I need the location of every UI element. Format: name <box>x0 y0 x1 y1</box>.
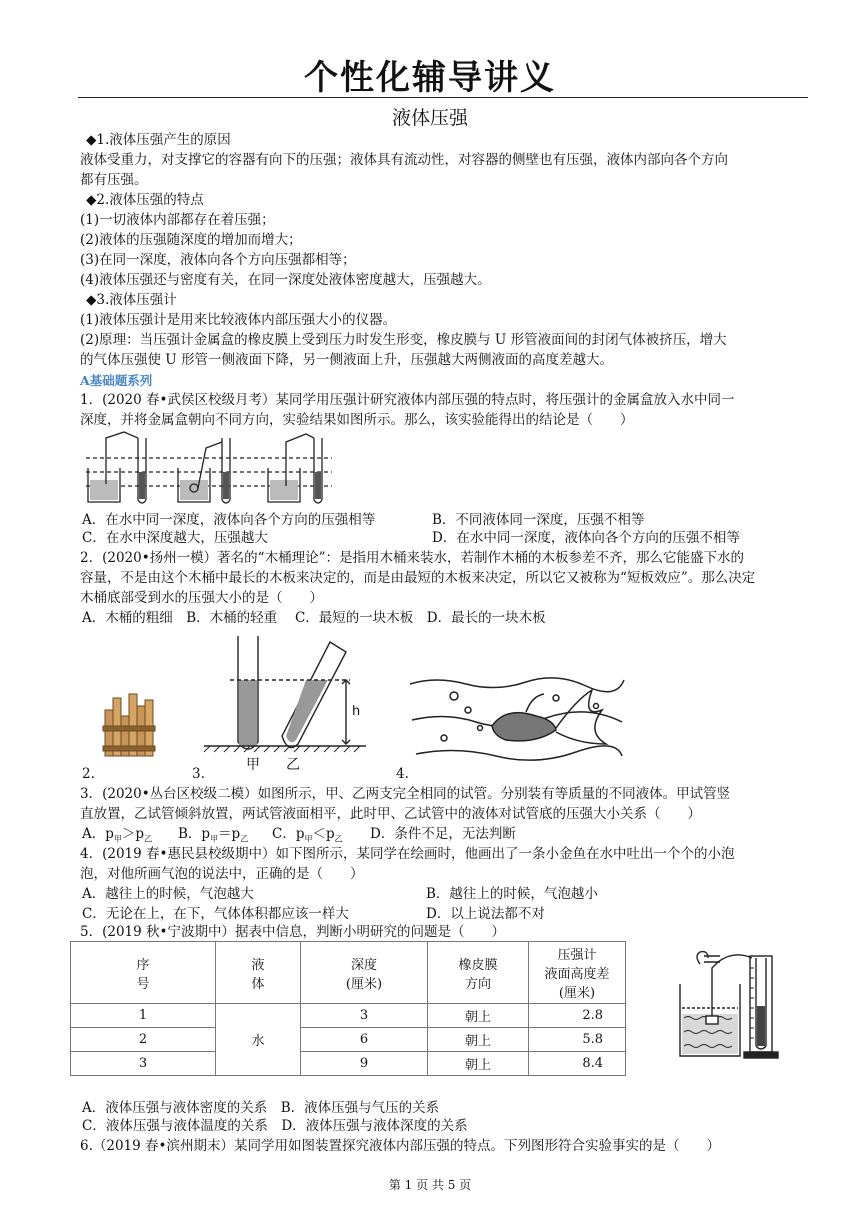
section-heading: ◆1.液体压强产生的原因 <box>86 132 231 148</box>
option-d: D．条件不足，无法判断 <box>370 826 516 842</box>
question-line: 2．(2020•扬州一模）著名的“木桶理论”：是指用木桶来装水，若制作木桶的木板参差不齐，那么它能盛下水的 <box>80 550 744 566</box>
option-c: C．无论在上，在下，气体体积都应该一样大 <box>82 906 349 922</box>
table-row <box>71 1004 626 1028</box>
question-line: 容量，不是由这个木桶中最长的木板来决定的，而是由最短的木板来决定，所以它又被称为“短板效应”。那么决定 <box>80 570 756 586</box>
option-b: B．越往上的时候，气泡越小 <box>426 886 598 902</box>
option-b: B．不同液体同一深度，压强不相等 <box>432 512 645 528</box>
table-header: 橡皮膜 方向 <box>428 942 529 1004</box>
figure-number: 3. <box>192 766 205 782</box>
page-subtitle: 液体压强 <box>391 107 468 129</box>
table-header: 深度 (厘米) <box>301 942 428 1004</box>
paragraph-line: 都有压强。 <box>80 172 148 188</box>
page-footer: 第 1 页 共 5 页 <box>388 1178 472 1192</box>
table-header: 压强计 液面高度差 (厘米) <box>529 942 626 1004</box>
question-line: 深度，并将金属盒朝向不同方向，实验结果如图所示。那么，该实验能得出的结论是（ ） <box>80 412 634 428</box>
figure-number: 2. <box>82 766 95 782</box>
option-d: D．在水中同一深度，液体向各个方向的压强不相等 <box>432 530 740 546</box>
pressure-gauge-apparatus <box>674 948 784 1064</box>
section-heading: ◆3.液体压强计 <box>86 292 177 308</box>
option-a: A．在水中同一深度，液体向各个方向的压强相等 <box>82 512 376 528</box>
table-cell: 3 <box>301 1004 428 1028</box>
paragraph-line: 液体受重力，对支撑它的容器有向下的压强；液体具有流动性，对容器的侧壁也有压强，液体内部向各个方向 <box>80 152 728 168</box>
data-table <box>70 941 626 1076</box>
table-cell: 朝上 <box>428 1052 529 1076</box>
table-cell: 朝上 <box>428 1004 529 1028</box>
option-c: C．$p_甲<p_乙$ <box>272 826 343 844</box>
options-row: A．木桶的粗细 B．木桶的轻重 C．最短的一块木板 D．最长的一块木板 <box>82 610 546 626</box>
height-label: h <box>352 704 361 719</box>
goldfish-bubbles-image <box>406 660 628 770</box>
paragraph-line: 的气体压强使 U 形管一侧液面下降，另一侧液面上升，压强越大两侧液面的高度差越大。 <box>80 352 613 368</box>
table-header: 液 体 <box>216 942 301 1004</box>
table-row <box>71 1028 626 1052</box>
question-line: 泡，对他所画气泡的说法中，正确的是（ ） <box>80 866 364 882</box>
tube-label-yi: 乙 <box>286 757 300 773</box>
table-cell: 朝上 <box>428 1028 529 1052</box>
test-tubes-figure <box>200 632 370 772</box>
paragraph-line: (1)一切液体内部都存在着压强； <box>80 212 275 228</box>
options-row: A．液体压强与液体密度的关系 B．液体压强与气压的关系 <box>82 1100 440 1116</box>
table-cell: 8.4 <box>529 1052 626 1076</box>
question-line: 3．(2020•丛台区校级二模）如图所示，甲、乙两支完全相同的试管。分别装有等质量的不同液体。甲试管竖 <box>80 786 731 802</box>
page-title: 个性化辅导讲义 <box>304 58 556 98</box>
table-header: 序 号 <box>71 942 216 1004</box>
option-a: A．越往上的时候，气泡越大 <box>82 886 254 902</box>
table-cell: 3 <box>71 1052 216 1076</box>
table-cell: 1 <box>71 1004 216 1028</box>
question-line: 1．(2020 春•武侯区校级月考）某同学用压强计研究液体内部压强的特点时，将压强计的金属盒放入水中同一 <box>80 392 735 408</box>
figure-number: 4. <box>396 766 409 782</box>
wooden-bucket-image <box>95 690 161 760</box>
option-c: C．在水中深度越大，压强越大 <box>82 530 268 546</box>
title-divider <box>78 97 808 98</box>
table-cell: 6 <box>301 1028 428 1052</box>
paragraph-line: (1)液体压强计是用来比较液体内部压强大小的仪器。 <box>80 312 397 328</box>
table-cell: 2 <box>71 1028 216 1052</box>
series-heading: A基础题系列 <box>80 373 153 388</box>
table-cell: 2.8 <box>529 1004 626 1028</box>
question-line: 4．(2019 春•惠民县校级期中）如下图所示，某同学在绘画时，他画出了一条小金鱼在水中吐出一个个的小泡 <box>80 846 735 862</box>
table-cell: 9 <box>301 1052 428 1076</box>
option-d: D．以上说法都不对 <box>426 906 545 922</box>
question-line: 木桶底部受到水的压强大小的是（ ） <box>80 590 323 606</box>
section-heading: ◆2.液体压强的特点 <box>86 192 204 208</box>
table-row <box>71 1052 626 1076</box>
paragraph-line: (3)在同一深度，液体向各个方向压强都相等； <box>80 252 356 268</box>
paragraph-line: (4)液体压强还与密度有关，在同一深度处液体密度越大，压强越大。 <box>80 272 491 288</box>
table-cell: 5.8 <box>529 1028 626 1052</box>
question-line: 5．(2019 秋•宁波期中）据表中信息，判断小明研究的问题是（ ） <box>80 924 505 940</box>
options-row: C．液体压强与液体温度的关系 D．液体压强与液体深度的关系 <box>82 1118 468 1134</box>
table-cell: 水 <box>216 1004 301 1076</box>
question-line: 6.（2019 春•滨州期末）某同学用如图装置探究液体内部压强的特点。下列图形符合实验事实的是（ ） <box>80 1138 720 1154</box>
question-line: 直放置，乙试管倾斜放置，两试管液面相平，此时甲、乙试管中的液体对试管底的压强大小关系（ ） <box>80 806 701 822</box>
paragraph-line: (2)原理：当压强计金属盒的橡皮膜上受到压力时发生形变，橡皮膜与 U 形管液面间的封闭气体被挤压，增大 <box>80 332 727 348</box>
paragraph-line: (2)液体的压强随深度的增加而增大； <box>80 232 302 248</box>
option-b: B．$p_甲=p_乙$ <box>178 826 249 844</box>
tube-label-jia: 甲 <box>246 757 260 773</box>
pressure-gauge-figure <box>82 428 342 508</box>
option-a: A．$p_甲>p_乙$ <box>82 826 153 844</box>
